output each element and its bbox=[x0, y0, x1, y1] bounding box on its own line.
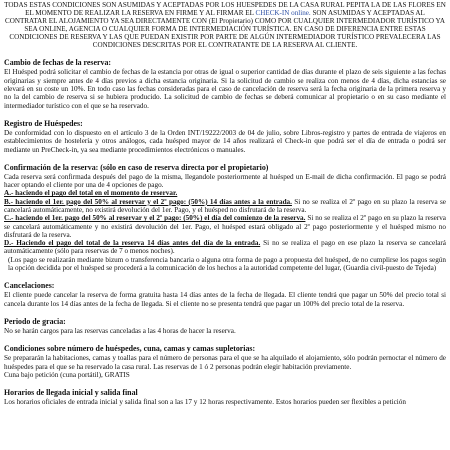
option-d-text: Si no se realiza el pago en ese plazo la reserva se cancelará automáticamente (sólo para reservas de 7 o menos noches). bbox=[4, 239, 446, 256]
intro-text-part2: SON ASUMIDAS Y ACEPTADAS AL CONTRATAR EL ALOJAMIENTO YA SEA DIRECTAMENTE CON (El Propietario) COMO POR CUALQUIER INTERMEDIADOR TURÍSTICO YA SEA ONLINE, AGENCIA O CUALQUIER FORMA DE INTERMEDIACIÓN TURÍSTICA. EN CASO DE DIFERENCIA ENTRE ESTAS CONDICIONES DE RESERVA Y LAS QUE PUEDAN EXISTIR POR PARTE DE ALGÚN INTERMEDIADOR TURÍSTICO PREVALECERA LAS CONDICIONES DESCRITAS POR EL CONTRATANTE DE LA RESERVA AL CLIENTE. bbox=[5, 8, 445, 49]
checkin-online-link[interactable]: CHECK-IN online. bbox=[255, 8, 311, 17]
section-body: El Huésped podrá solicitar el cambio de fechas de la estancia por otras de igual o superior cantidad de días durante el plazo de seis siguiente a las fechas originarias y siempre antes de 4 días previos a dicha estancia originaria. Si la solicitud de cambio se realiza con menos de 4 días, dicha estancias se elevará en su coste un 10%. En todo caso las fechas consideradas para el caso de cancelación de reserva será la fecha originaria de la primera reserva y no la del cambio de reserva si se hubiera producido. La solicitud de cambio de fechas se deberá comunicar al propietario o en su caso mediante el intermediador turístico con el que se ha reservado. bbox=[4, 68, 446, 110]
section-periodo-gracia bbox=[4, 317, 446, 335]
intro-notice bbox=[4, 2, 446, 49]
section-title: Cancelaciones: bbox=[4, 281, 55, 291]
section-confirmacion bbox=[4, 163, 446, 273]
option-d bbox=[4, 239, 446, 256]
cuna-note: Cuna bajo petición (cuna portátil), GRATIS bbox=[4, 370, 130, 379]
intro-text-part1: TODAS ESTAS CONDICIONES SON ASUMIDAS Y ACEPTADAS POR LOS HUESPEDES DE LA CASA RURAL PEPITA LA DE LAS FLORES EN EL MOMENTO DE REALIZAR LA RESERVA EN FIRME Y AL FIRMAR EL bbox=[4, 1, 446, 17]
section-condiciones-huespedes bbox=[4, 344, 446, 379]
section-title: Confirmación de la reserva: (sólo en caso de reserva directa por el propietario) bbox=[4, 162, 269, 172]
section-body: Se prepararán la habitaciones, camas y toallas para el número de personas para el que se ha alquilado el alojamiento, sólo podrán pernoctar el número de huéspedes para el que se ha reservado la casa rural. Las reservas de 1 ó 2 personas podrán elegir habitación previamente. bbox=[4, 354, 446, 371]
section-title: Horarios de llegada inicial y salida final bbox=[4, 388, 138, 398]
option-a bbox=[4, 189, 446, 197]
option-b-text: Si no se realiza el 2º pago en su plazo la reserva se cancelará automáticamente, no existirá devolución del 1er. Pago, y el huésped no disfrutará de la reserva. bbox=[4, 197, 446, 214]
section-body: Los horarios oficiales de entrada inicial y salida final son a las 17 y 12 horas respectivamente. Estos horarios pueden ser flexibles a petición bbox=[4, 398, 406, 407]
section-cancelaciones bbox=[4, 281, 446, 308]
section-body: De conformidad con lo dispuesto en el artículo 3 de la Orden INT/19222/2003 de 04 de julio, sobre Libros-registro y partes de entrada de viajeros en establecimientos de hostelería y otros análogos, cada huésped mayor de 14 años realizará el Check-in que podrá ser el día de entrada o podrá ser mediante un PreCheck-in, ya sea mediante procedimientos electrónicos o manuales. bbox=[4, 128, 446, 154]
section-title: Condiciones sobre número de huéspedes, cuna, camas y camas supletorias: bbox=[4, 344, 256, 354]
option-a-label: A.- haciendo el pago del total en el momento de reservar. bbox=[4, 189, 178, 198]
section-title: Periodo de gracia: bbox=[4, 316, 66, 326]
option-b bbox=[4, 198, 446, 215]
option-b-label: B.- haciendo el 1er. pago del 50% al reservar y el 2º pago: (50%) 14 días antes a la entrada. bbox=[4, 197, 292, 206]
option-c-label: C.- haciendo el 1er. pago del 50% al reservar y el 2º pago: (50%) el día del comienzo de la reserva. bbox=[4, 214, 306, 223]
payment-note: (Los pago se realizarán mediante bizum o transferencia bancaria o alguna otra forma de pago a propuesta del huésped, de no cumplirse los pagos según la opción decidida por el huésped se procederá a la comunicación de los hechos a la autoridad competente del lugar, (Guardia civil-puesto de Tejeda) bbox=[8, 255, 446, 273]
section-title: Cambio de fechas de la reserva: bbox=[4, 58, 112, 68]
section-cambio-fechas bbox=[4, 58, 446, 109]
section-title: Registro de Huéspedes: bbox=[4, 118, 83, 128]
section-body: No se harán cargos para las reservas canceladas a las 4 horas de hacer la reserva. bbox=[4, 326, 236, 335]
option-c-text: Si no se realiza el 2º pago en su plazo la reserva se cancelará automáticamente y no existirá devolución del 1er. Pago, el huésped estará obligado al 2º pago posteriormente y el huésped mismo no disfrutará de la reserva. bbox=[4, 214, 446, 239]
section-body: El cliente puede cancelar la reserva de forma gratuita hasta 14 días antes de la fecha de llegada. El cliente tendrá que pagar un 50% del precio total si cancela durante los 14 días antes de la fecha de llegada. Si el cliente no se presenta tendrá que pagar un 100% del precio total de la reserva. bbox=[4, 291, 446, 308]
section-horarios bbox=[4, 388, 446, 406]
confirmacion-intro: Cada reserva será confirmada después del pago de la misma, llegandole posteriormente al huésped un E-mail de dicha confirmación. El pago se podrá hacer optando el cliente por una de 4 opciones de pago. bbox=[4, 172, 446, 190]
option-d-label: D.- Haciendo el pago del total de la reserva 14 días antes del día de la entrada. bbox=[4, 239, 261, 248]
section-registro bbox=[4, 119, 446, 154]
option-c bbox=[4, 214, 446, 239]
